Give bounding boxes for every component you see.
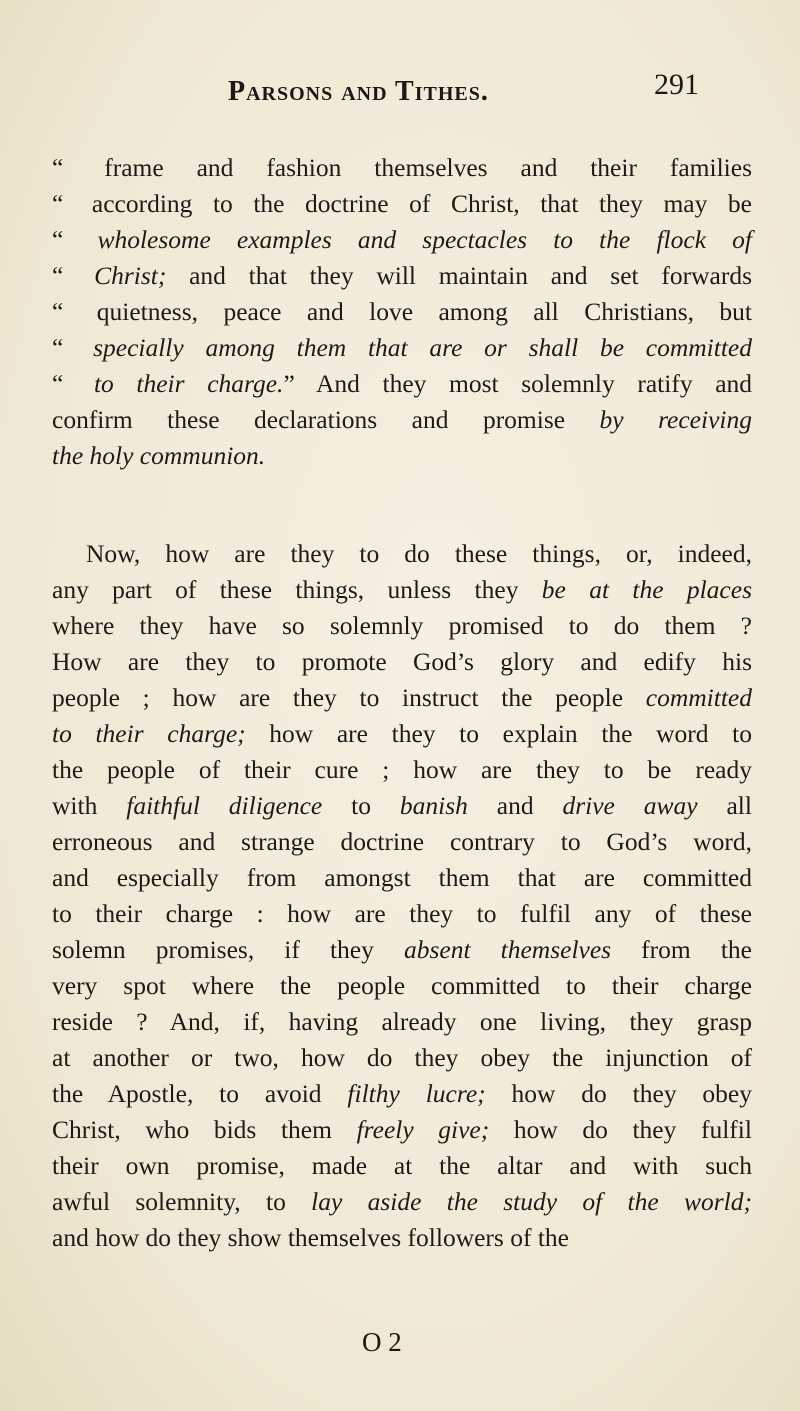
italic-span: Christ; xyxy=(94,261,167,290)
text-span: their own promise, made at the altar and with such xyxy=(52,1151,752,1180)
text-span: how do they obey xyxy=(485,1079,752,1108)
text-span: at another or two, how do they obey the injunction of xyxy=(52,1043,752,1072)
italic-span: specially among them that are or shall be committed xyxy=(93,333,752,362)
text-span: How are they to promote God’s glory and edify his xyxy=(52,647,752,676)
quoted-paragraph xyxy=(52,150,752,474)
text-span: and xyxy=(467,791,563,820)
text-span: how do they fulfil xyxy=(489,1115,752,1144)
text-span: erroneous and strange doctrine contrary to God’s word, xyxy=(52,827,752,856)
text-span: and how do they show themselves followers of the xyxy=(52,1223,569,1252)
italic-span: committed xyxy=(645,683,752,712)
text-span: with xyxy=(52,791,127,820)
text-line xyxy=(52,186,752,222)
text-line xyxy=(52,824,752,860)
italic-span: wholesome examples and spectacles to the flock of xyxy=(97,225,752,254)
text-line xyxy=(52,896,752,932)
body-text xyxy=(52,150,752,1256)
text-line xyxy=(52,1076,752,1112)
text-line xyxy=(52,438,752,474)
text-line xyxy=(52,752,752,788)
quote-mark: “ xyxy=(52,261,87,290)
page-header xyxy=(228,68,708,116)
text-span: very spot where the people committed to their charge xyxy=(52,971,752,1000)
text-span: to xyxy=(322,791,400,820)
text-span: awful solemnity, to xyxy=(52,1187,312,1216)
text-span: and that they will maintain and set forwards xyxy=(166,261,752,290)
text-line xyxy=(52,1004,752,1040)
quote-mark: “ xyxy=(52,189,84,218)
text-line xyxy=(52,258,752,294)
text-span: Now, how are they to do these things, or, indeed, xyxy=(86,539,752,568)
text-span: frame and fashion themselves and their families xyxy=(104,153,752,182)
text-span: to their charge : how are they to fulfil any of these xyxy=(52,899,752,928)
italic-span: filthy lucre; xyxy=(347,1079,486,1108)
text-span: solemn promises, if they xyxy=(52,935,404,964)
text-span: any part of these things, unless they xyxy=(52,575,542,604)
italic-span: to their charge; xyxy=(52,719,246,748)
italic-span: be at the places xyxy=(541,575,752,604)
text-line xyxy=(52,402,752,438)
text-span: Christ, who bids them xyxy=(52,1115,357,1144)
text-span: how are they to explain the word to xyxy=(245,719,752,748)
text-line xyxy=(52,788,752,824)
text-span: according to the doctrine of Christ, that they may be xyxy=(91,189,752,218)
text-line xyxy=(52,644,752,680)
text-line xyxy=(52,366,752,402)
italic-span: by receiving xyxy=(599,405,752,434)
text-line xyxy=(52,860,752,896)
italic-span: lay aside the study of the world; xyxy=(311,1187,752,1216)
text-span: quietness, peace and love among all Christians, but xyxy=(96,297,752,326)
italic-span: the holy communion. xyxy=(52,441,266,470)
text-span: confirm these declarations and promise xyxy=(52,405,600,434)
text-span: reside ? And, if, having already one living, they grasp xyxy=(52,1007,752,1036)
text-span: ” And they most solemnly ratify and xyxy=(283,369,753,398)
quote-mark: “ xyxy=(52,297,89,326)
italic-span: freely give; xyxy=(356,1115,490,1144)
text-line xyxy=(52,222,752,258)
quote-mark: “ xyxy=(52,153,97,182)
text-line xyxy=(52,1040,752,1076)
text-line xyxy=(52,1148,752,1184)
text-line xyxy=(52,1220,752,1256)
running-title: Parsons and Tithes. xyxy=(228,76,489,107)
text-line xyxy=(52,294,752,330)
text-span: the people of their cure ; how are they to be ready xyxy=(52,755,752,784)
page-number: 291 xyxy=(654,68,699,101)
text-span: all xyxy=(697,791,752,820)
text-line xyxy=(52,572,752,608)
quote-mark: “ xyxy=(52,369,86,398)
italic-span: absent themselves xyxy=(403,935,612,964)
text-line xyxy=(52,608,752,644)
text-span: from the xyxy=(611,935,752,964)
text-span: people ; how are they to instruct the people xyxy=(52,683,646,712)
signature-mark: O 2 xyxy=(362,1327,402,1357)
italic-span: faithful diligence xyxy=(126,791,323,820)
text-line xyxy=(52,330,752,366)
text-span: where they have so solemnly promised to do them ? xyxy=(52,611,752,640)
italic-span: to their charge. xyxy=(93,369,284,398)
text-span: and especially from amongst them that are committed xyxy=(52,863,752,892)
text-line xyxy=(52,680,752,716)
quote-mark: “ xyxy=(52,333,86,362)
text-line xyxy=(52,932,752,968)
italic-span: drive away xyxy=(562,791,698,820)
text-line xyxy=(52,1112,752,1148)
text-line xyxy=(52,968,752,1004)
paragraph xyxy=(52,536,752,1256)
quote-mark: “ xyxy=(52,225,90,254)
text-line xyxy=(52,1184,752,1220)
italic-span: banish xyxy=(399,791,468,820)
text-line xyxy=(52,716,752,752)
text-span: the Apostle, to avoid xyxy=(52,1079,348,1108)
text-line xyxy=(52,150,752,186)
text-line xyxy=(52,536,752,572)
